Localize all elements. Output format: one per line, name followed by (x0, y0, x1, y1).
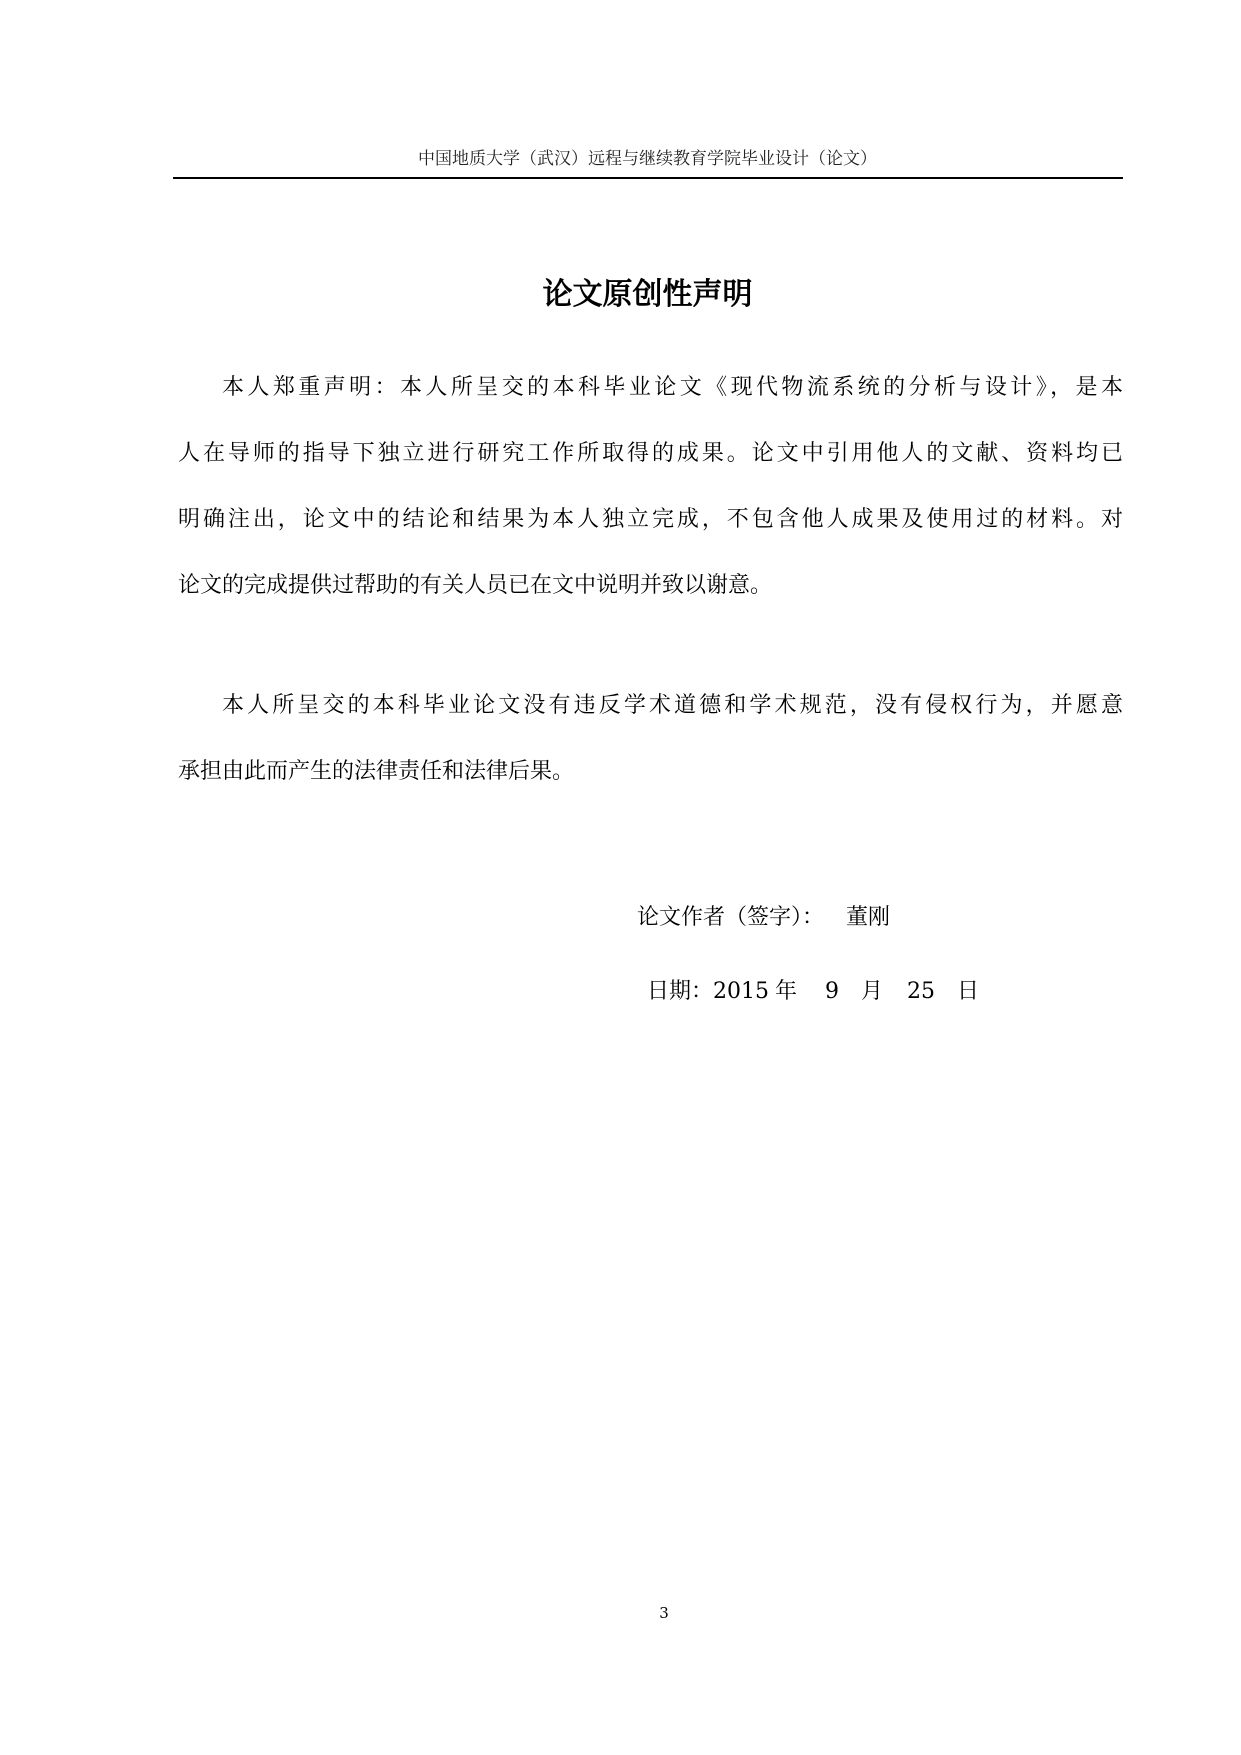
declaration-paragraph-1 (178, 355, 1123, 619)
paragraph-1-line-1: 本人郑重声明：本人所呈交的本科毕业论文《现代物流系统的分析与设计》，是本 (222, 375, 1123, 400)
paragraph-1-line-3: 明确注出，论文中的结论和结果为本人独立完成，不包含他人成果及使用过的材料。对 (178, 507, 1123, 532)
paragraph-1-line-2: 人在导师的指导下独立进行研究工作所取得的成果。论文中引用他人的文献、资料均已 (178, 441, 1123, 466)
declaration-title: 论文原创性声明 (542, 277, 753, 312)
paragraph-2-line-1: 本人所呈交的本科毕业论文没有违反学术道德和学术规范，没有侵权行为，并愿意 (222, 693, 1123, 718)
date-month-unit: 月 (861, 979, 884, 1004)
date-label: 日期： (647, 979, 714, 1004)
date-day: 25 (907, 979, 936, 1004)
header-rule (173, 177, 1123, 179)
paragraph-2-line-2: 承担由此而产生的法律责任和法律后果。 (178, 759, 575, 784)
signature-date (647, 975, 979, 1009)
declaration-paragraph-2 (178, 673, 1123, 805)
date-year-unit: 年 (775, 979, 798, 1004)
author-signature (637, 901, 890, 935)
page-header: 中国地质大学（武汉）远程与继续教育学院毕业设计（论文） (418, 149, 877, 169)
date-day-unit: 日 (957, 979, 980, 1004)
signature-label: 论文作者（签字）： (637, 905, 825, 930)
paragraph-1-line-4: 论文的完成提供过帮助的有关人员已在文中说明并致以谢意。 (178, 573, 773, 598)
date-month: 9 (825, 979, 840, 1004)
page-number: 3 (659, 1604, 669, 1622)
date-year: 2015 (713, 979, 770, 1004)
author-name: 董刚 (846, 905, 891, 930)
